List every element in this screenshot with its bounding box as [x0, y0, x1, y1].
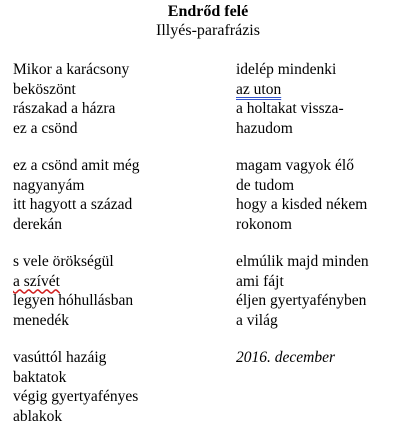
verse-line: Mikor a karácsony — [13, 61, 130, 78]
verse-line: legyen hóhullásban — [13, 292, 134, 309]
poem-subtitle: Illyés-parafrázis — [156, 22, 260, 39]
stanza-2 — [13, 156, 223, 234]
verse-line: ablakok — [13, 407, 63, 425]
verse-line: beköszönt — [13, 80, 76, 98]
stanza-4 — [13, 348, 223, 426]
grammar-underlined-text: az uton — [236, 80, 282, 98]
stanza-3 — [13, 252, 223, 330]
verse-line — [13, 272, 223, 292]
verse-line: rászakad a házra — [13, 100, 116, 117]
stanza-6 — [236, 156, 414, 234]
verse-line: de tudom — [236, 176, 295, 194]
verse-line: végig gyertyafényes — [13, 388, 139, 405]
verse-line: nagyanyám — [13, 176, 85, 194]
poem-title: Endrőd felé — [167, 3, 249, 20]
stanza-7 — [236, 252, 414, 330]
verse-line: magam vagyok élő — [236, 157, 354, 174]
verse-line: ez a csönd amit még — [13, 157, 140, 174]
verse-line — [236, 80, 414, 100]
left-column — [13, 60, 223, 444]
verse-line: ami fájt — [236, 272, 284, 290]
poem-date: 2016. december — [236, 349, 335, 366]
stanza-1 — [13, 60, 223, 138]
verse-line: hogy a kisded nékem — [236, 196, 368, 213]
verse-line: idelép mindenki — [236, 61, 337, 78]
verse-line: derekán — [13, 215, 63, 233]
verse-line: elmúlik majd minden — [236, 253, 369, 270]
verse-line: rokonom — [236, 215, 292, 233]
verse-line: vasúttól hazáig — [13, 349, 107, 366]
verse-line: a világ — [236, 311, 278, 329]
verse-line: s vele örökségül — [13, 253, 114, 270]
right-column — [236, 60, 414, 368]
verse-line: menedék — [13, 311, 69, 329]
verse-line: a holtakat vissza- — [236, 100, 344, 117]
spellcheck-underlined-text: a szívét — [13, 272, 60, 290]
stanza-5 — [236, 60, 414, 138]
verse-line: éljen gyertyafényben — [236, 292, 367, 309]
verse-line: hazudom — [236, 119, 293, 137]
verse-line: ez a csönd — [13, 119, 78, 137]
verse-line: baktatok — [13, 368, 67, 386]
verse-line: itt hagyott a század — [13, 196, 133, 213]
